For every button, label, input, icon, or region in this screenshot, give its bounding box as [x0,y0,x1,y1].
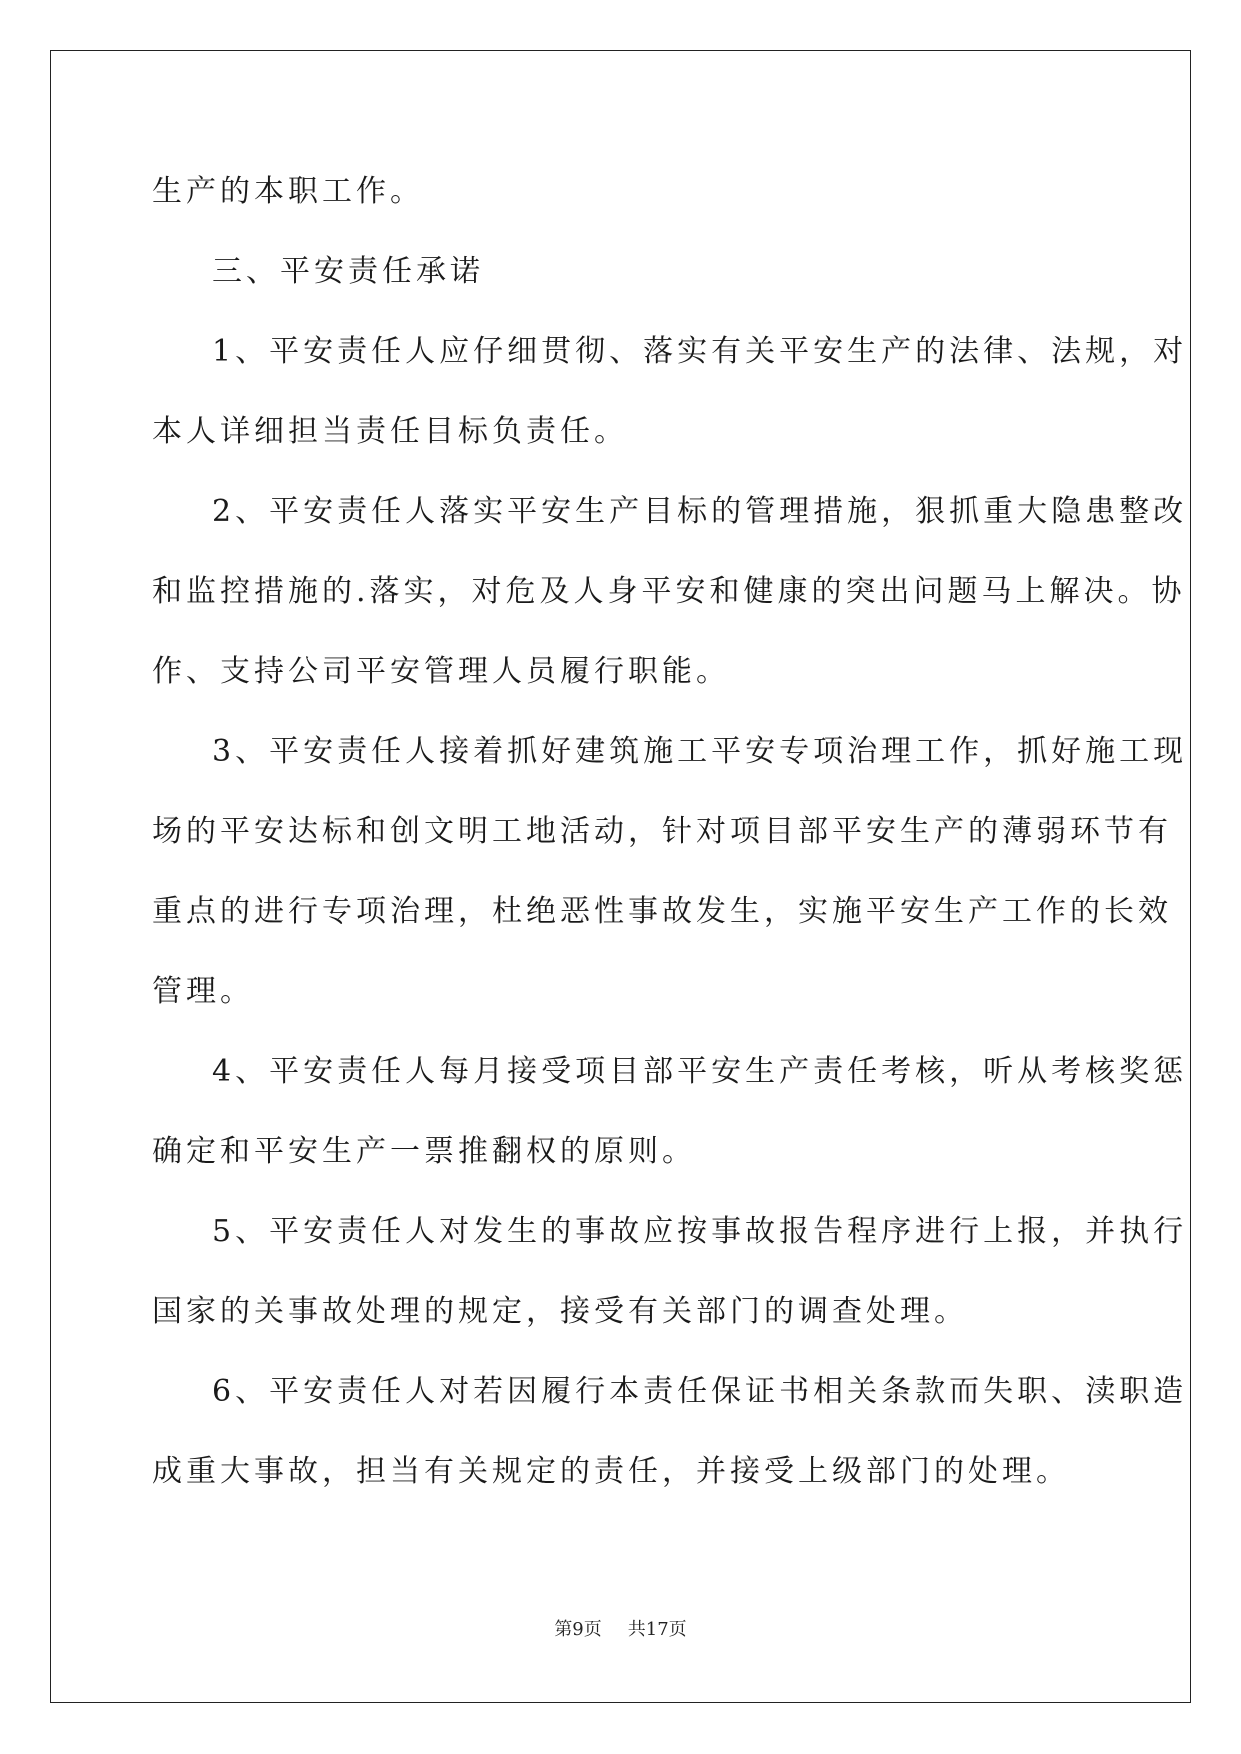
paragraph-line: 重点的进行专项治理，杜绝恶性事故发生，实施平安生产工作的长效 [152,894,1172,929]
paragraph-line: 场的平安达标和创文明工地活动，针对项目部平安生产的薄弱环节有 [152,814,1172,849]
paragraph-line: 1、平安责任人应仔细贯彻、落实有关平安生产的法律、法规，对 [212,334,1188,369]
section-heading: 三、平安责任承诺 [212,254,484,289]
paragraph-line: 本人详细担当责任目标负责任。 [152,414,628,449]
paragraph-line: 5、平安责任人对发生的事故应按事故报告程序进行上报，并执行 [212,1214,1188,1249]
page-footer [0,1618,1241,1642]
paragraph-line: 3、平安责任人接着抓好建筑施工平安专项治理工作，抓好施工现 [212,734,1188,769]
page-total: 共17页 [627,1619,687,1640]
paragraph-line: 生产的本职工作。 [152,174,424,209]
paragraph-line: 成重大事故，担当有关规定的责任，并接受上级部门的处理。 [152,1454,1070,1489]
page-number: 第9页 [554,1619,602,1640]
paragraph-line: 和监控措施的.落实，对危及人身平安和健康的突出问题马上解决。协 [152,574,1186,609]
paragraph-line: 国家的关事故处理的规定，接受有关部门的调查处理。 [152,1294,968,1329]
paragraph-line: 6、平安责任人对若因履行本责任保证书相关条款而失职、渎职造 [212,1374,1188,1409]
paragraph-line: 4、平安责任人每月接受项目部平安生产责任考核，听从考核奖惩 [212,1054,1188,1089]
paragraph-line: 作、支持公司平安管理人员履行职能。 [152,654,730,689]
paragraph-line: 确定和平安生产一票推翻权的原则。 [152,1134,696,1169]
paragraph-line: 管理。 [152,974,254,1009]
paragraph-line: 2、平安责任人落实平安生产目标的管理措施，狠抓重大隐患整改 [212,494,1188,529]
